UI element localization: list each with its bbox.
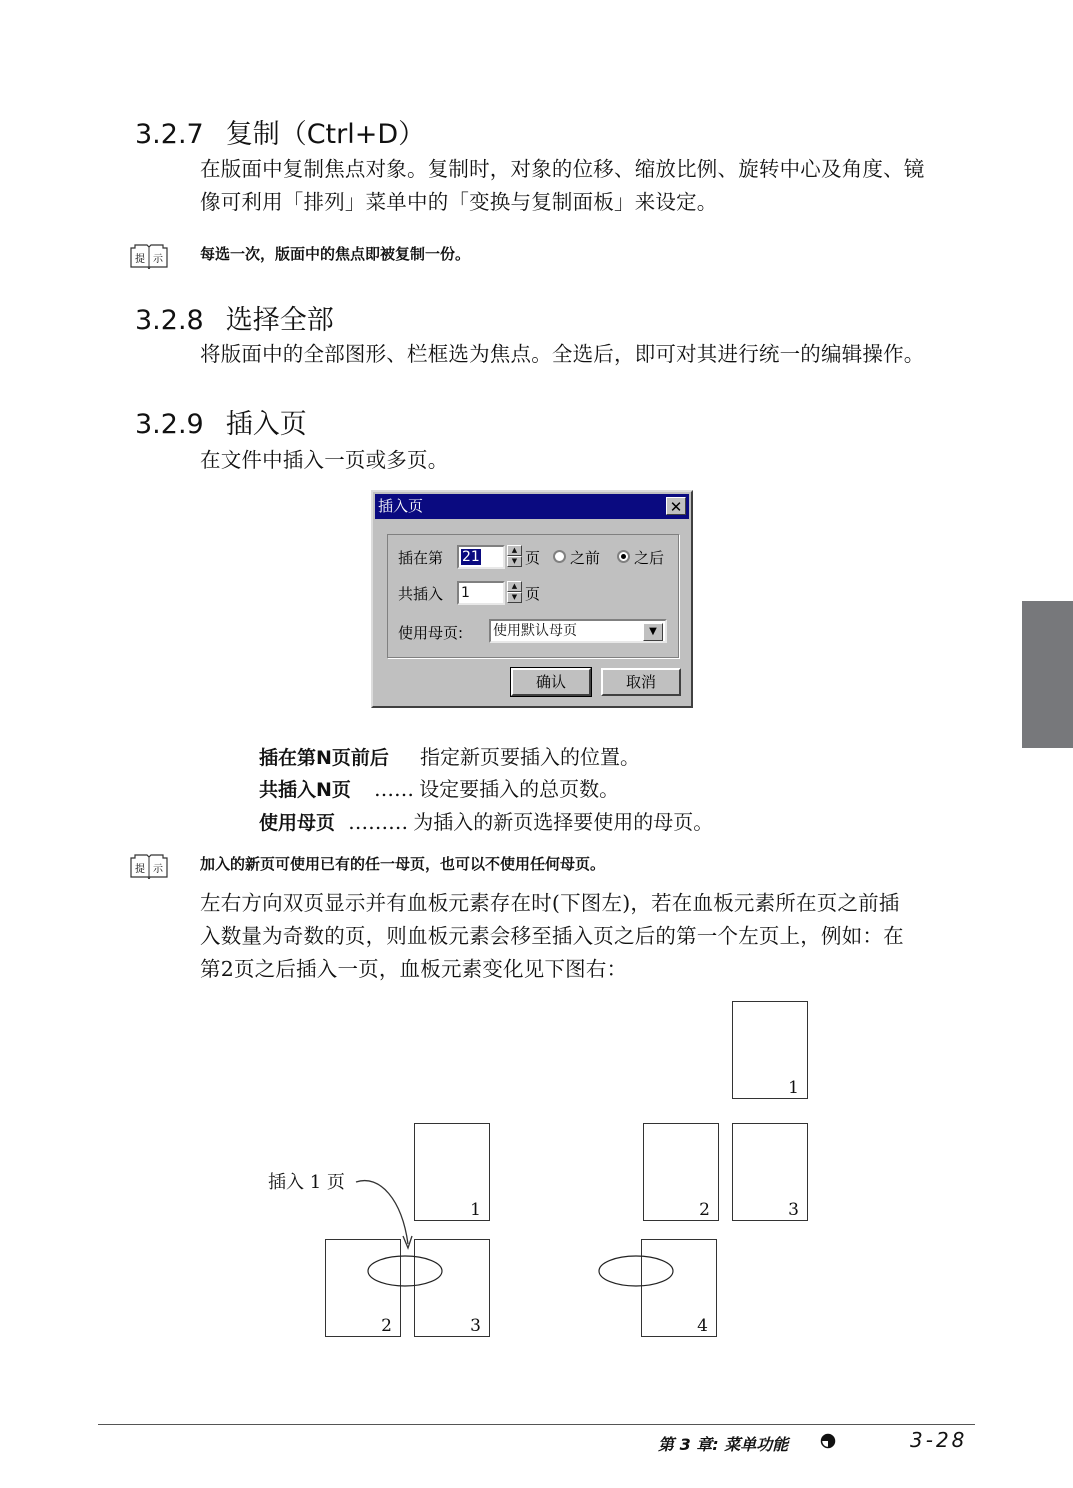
bleed-element-ellipse — [366, 1253, 444, 1289]
paragraph-line: 入数量为奇数的页，则血板元素会移至插入页之后的第一个左页上，例如：在 — [200, 924, 904, 948]
section-number: 3.2.9 — [135, 409, 204, 440]
definition-term: 使用母页 — [259, 812, 336, 834]
definition-row — [259, 741, 640, 770]
page-number: 3 — [788, 1200, 799, 1220]
insert-label: 插入 1 页 — [268, 1172, 345, 1193]
svg-text:提: 提 — [135, 864, 145, 875]
definition-separator: …… — [374, 777, 414, 801]
spin-down-icon[interactable]: ▼ — [507, 592, 522, 603]
tip-text: 加入的新页可使用已有的任一母页，也可以不使用任何母页。 — [200, 855, 606, 873]
master-select[interactable] — [489, 619, 667, 643]
definition-separator: ……… — [348, 810, 409, 834]
bleed-paragraph — [200, 887, 904, 986]
page-number: 2 — [381, 1316, 392, 1336]
footer-chapter: 第 3 章: 菜单功能 — [658, 1435, 789, 1454]
after-radio[interactable] — [617, 550, 630, 563]
paragraph-line: 将版面中的全部图形、栏框选为焦点。全选后，即可对其进行统一的编辑操作。 — [200, 342, 925, 366]
section-number: 3.2.7 — [135, 119, 204, 150]
insert-at-input[interactable] — [457, 545, 505, 569]
count-label: 共插入 — [398, 585, 444, 603]
svg-text:示: 示 — [153, 864, 163, 875]
paragraph-line: 在版面中复制焦点对象。复制时，对象的位移、缩放比例、旋转中心及角度、镜 — [200, 157, 925, 181]
page-number: 2 — [699, 1200, 710, 1220]
insert-page-dialog — [371, 490, 693, 708]
insert-at-label: 插在第 — [398, 549, 444, 567]
tip-book-icon — [129, 243, 169, 269]
definition-desc: 设定要插入的总页数。 — [419, 777, 620, 801]
paragraph-line: 第2页之后插入一页，血板元素变化见下图右： — [200, 957, 628, 981]
definition-desc: 指定新页要插入的位置。 — [420, 745, 640, 769]
section-heading-insert-page — [135, 402, 307, 441]
insert-at-value: 21 — [462, 549, 480, 565]
definition-row — [259, 773, 619, 802]
paragraph-line: 左右方向双页显示并有血板元素存在时(下图左)，若在血板元素所在页之前插 — [200, 891, 900, 915]
after-label[interactable]: 之后 — [634, 549, 665, 567]
insert-at-spinner[interactable] — [507, 545, 522, 569]
bleed-element-ellipse — [597, 1253, 675, 1289]
section-heading-copy — [135, 112, 425, 151]
definition-row — [259, 806, 713, 835]
master-select-value: 使用默认母页 — [493, 623, 577, 639]
before-radio[interactable] — [553, 550, 566, 563]
master-label: 使用母页: — [398, 624, 464, 642]
dropdown-arrow-icon[interactable]: ▼ — [643, 623, 663, 641]
tip-text: 每选一次，版面中的焦点即被复制一份。 — [200, 245, 471, 263]
count-spinner[interactable] — [507, 581, 522, 605]
section-title: 插入页 — [225, 409, 307, 440]
footer-page-number: 3-28 — [910, 1428, 968, 1452]
section-title: 复制（Ctrl+D） — [225, 119, 426, 150]
page-thumbnail — [643, 1123, 719, 1221]
select-all-paragraph — [200, 338, 925, 371]
count-input[interactable] — [457, 581, 505, 605]
paragraph-line: 在文件中插入一页或多页。 — [200, 448, 449, 472]
svg-text:提: 提 — [135, 254, 145, 265]
page-thumbnail — [414, 1123, 490, 1221]
count-unit-label: 页 — [525, 585, 541, 603]
spin-up-icon[interactable]: ▲ — [507, 545, 522, 556]
page-number: 1 — [470, 1200, 481, 1220]
paragraph-line: 像可利用「排列」菜单中的「变换与复制面板」来设定。 — [200, 190, 718, 214]
page-unit-label: 页 — [525, 549, 541, 567]
footer-rule — [98, 1424, 975, 1425]
page-number: 1 — [788, 1078, 799, 1098]
definition-term: 共插入N页 — [259, 779, 351, 801]
circle-half-icon — [820, 1433, 836, 1449]
page-number: 4 — [697, 1316, 708, 1336]
options-group — [387, 534, 679, 658]
cancel-button[interactable]: 取消 — [601, 668, 681, 696]
dialog-title-bar[interactable] — [375, 494, 689, 519]
section-number: 3.2.8 — [135, 305, 204, 336]
spin-down-icon[interactable]: ▼ — [507, 556, 522, 567]
count-value: 1 — [461, 585, 470, 601]
section-heading-select-all — [135, 298, 334, 337]
close-button[interactable]: ✕ — [666, 497, 686, 515]
spin-up-icon[interactable]: ▲ — [507, 581, 522, 592]
page-thumbnail — [732, 1123, 808, 1221]
dialog-title: 插入页 — [378, 497, 424, 515]
chapter-side-tab — [1022, 601, 1073, 748]
before-label[interactable]: 之前 — [570, 549, 601, 567]
ok-button[interactable]: 确认 — [511, 668, 591, 696]
page-number: 3 — [470, 1316, 481, 1336]
svg-text:示: 示 — [153, 254, 163, 265]
definition-term: 插在第N页前后 — [259, 747, 389, 769]
insert-page-paragraph — [200, 444, 448, 477]
tip-book-icon — [129, 853, 169, 879]
copy-paragraph — [200, 153, 925, 219]
page-thumbnail — [732, 1001, 808, 1099]
section-title: 选择全部 — [225, 305, 334, 336]
definition-desc: 为插入的新页选择要使用的母页。 — [413, 810, 714, 834]
